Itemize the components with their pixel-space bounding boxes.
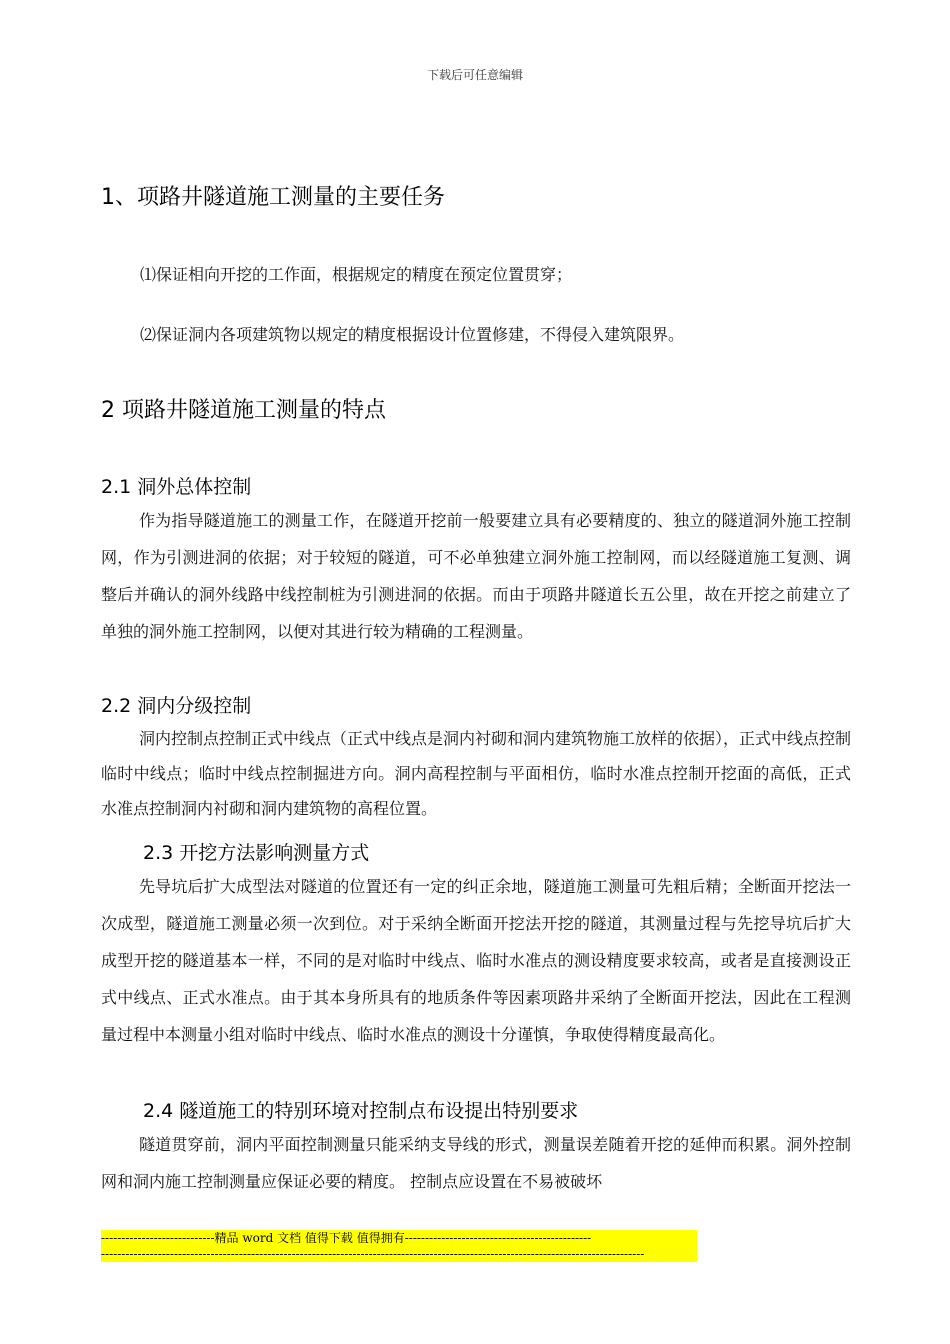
section-2-title: 2 项路井隧道施工测量的特点 — [101, 398, 386, 423]
subsection-2-1-title: 2.1 洞外总体控制 — [101, 476, 252, 498]
footer-banner — [101, 1230, 697, 1262]
footer-line-1: ----------------------------精品 word 文档 值得下载 值得拥有---------------------------------------------- — [101, 1231, 592, 1245]
subsection-2-2-title: 2.2 洞内分级控制 — [101, 695, 252, 717]
task-item-1: ⑴保证相向开挖的工作面，根据规定的精度在预定位置贯穿； — [140, 265, 573, 284]
section-1-title: 1、项路井隧道施工测量的主要任务 — [101, 185, 445, 210]
subsection-2-1-text: 作为指导隧道施工的测量工作，在隧道开挖前一般要建立具有必要精度的、独立的隧道洞外施工控制网，作为引测进洞的依据；对于较短的隧道，可不必单独建立洞外施工控制网，而以经隧道施工复测、调整后并确认的洞外线路中线控制桩为引测进洞的依据。而由于项路井隧道长五公里，故在开挖之前建立了单独的洞外施工控制网，以便对其进行较为精确的工程测量。 — [101, 511, 851, 641]
subsection-2-3-text: 先导坑后扩大成型法对隧道的位置还有一定的纠正余地，隧道施工测量可先粗后精；全断面开挖法一次成型，隧道施工测量必须一次到位。对于采纳全断面开挖法开挖的隧道，其测量过程与先挖导坑后扩大成型开挖的隧道基本一样，不同的是对临时中线点、临时水准点的测设精度要求较高，或者是直接测设正式中线点、正式水准点。由于其本身所具有的地质条件等因素项路井采纳了全断面开挖法，因此在工程测量过程中本测量小组对临时中线点、临时水准点的测设十分谨慎，争取使得精度最高化。 — [101, 877, 851, 1044]
subsection-2-3-title: 2.3 开挖方法影响测量方式 — [143, 842, 370, 864]
footer-line-2: -------------------------------------------------------------------------------------------------------------------------------------- — [101, 1247, 645, 1261]
subsection-2-4-text: 隧道贯穿前，洞内平面控制测量只能采纳支导线的形式，测量误差随着开挖的延伸而积累。洞外控制网和洞内施工控制测量应保证必要的精度。 控制点应设置在不易被破坏 — [101, 1135, 851, 1191]
task-item-2: ⑵保证洞内各项建筑物以规定的精度根据设计位置修建，不得侵入建筑限界。 — [140, 325, 685, 344]
subsection-2-4-title: 2.4 隧道施工的特别环境对控制点布设提出特别要求 — [143, 1100, 579, 1122]
subsection-2-2-text: 洞内控制点控制正式中线点（正式中线点是洞内衬砌和洞内建筑物施工放样的依据），正式中线点控制临时中线点；临时中线点控制掘进方向。洞内高程控制与平面相仿，临时水准点控制开挖面的高低，正式水准点控制洞内衬砌和洞内建筑物的高程位置。 — [101, 729, 852, 818]
page-header: 下载后可任意编辑 — [426, 68, 523, 82]
